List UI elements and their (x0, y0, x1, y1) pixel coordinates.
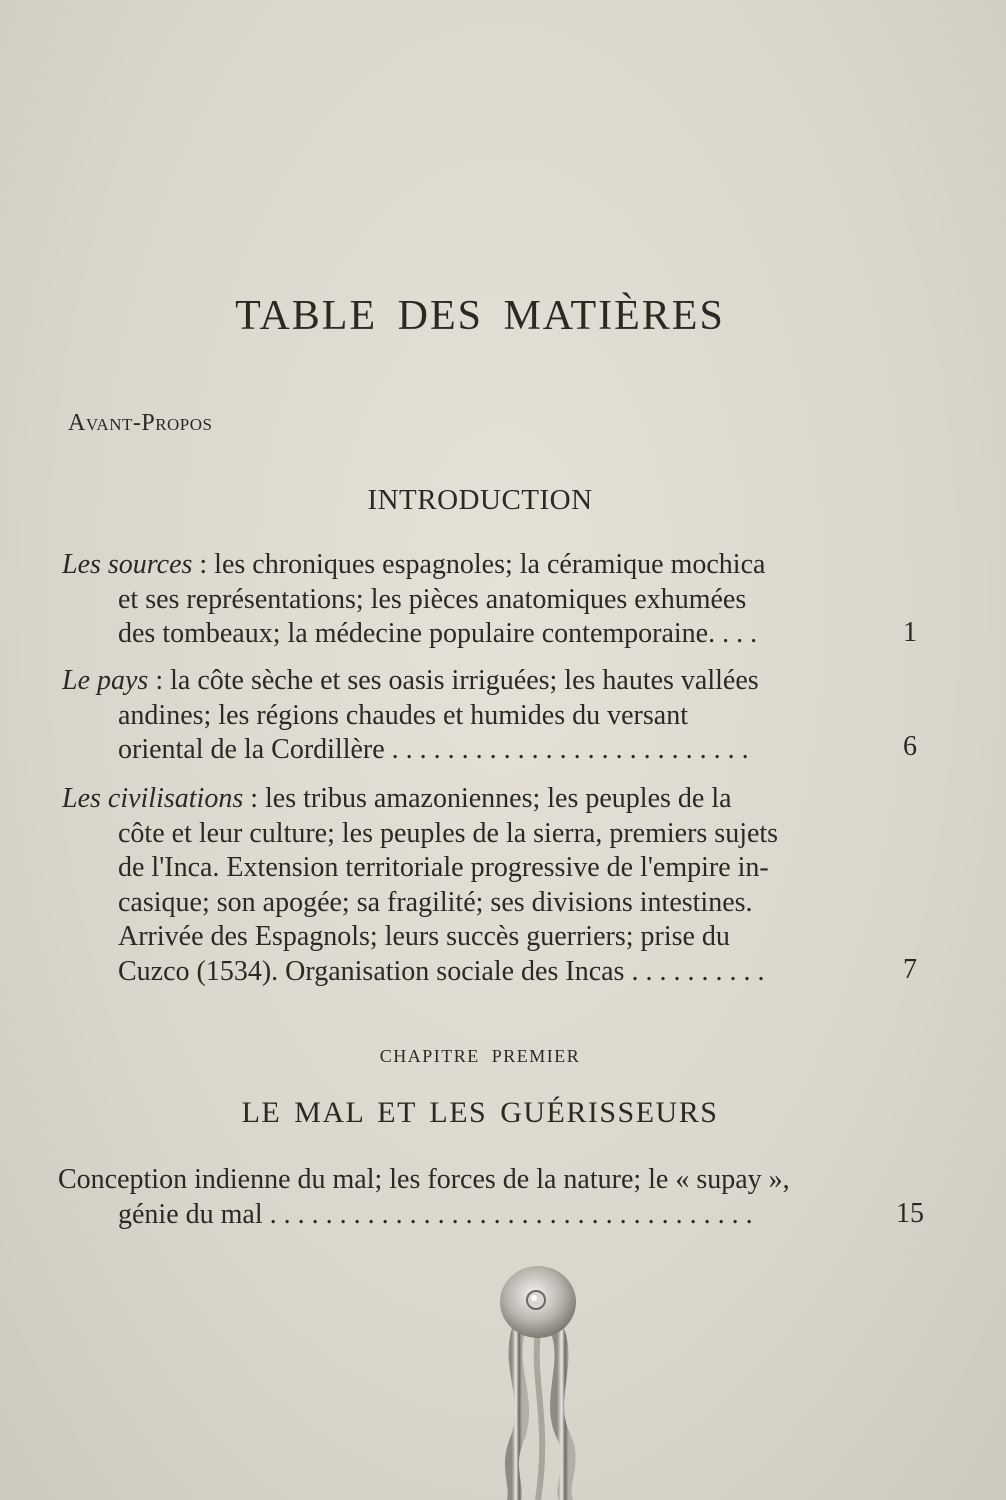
entry-text: : la côte sèche et ses oasis irriguées; les hautes vallées (148, 665, 759, 696)
toc-entry-conception (58, 1163, 858, 1232)
page-number: 6 (903, 731, 917, 762)
toc-entry-pays (62, 664, 858, 768)
entry-label: Les sources (62, 549, 193, 580)
entry-text: andines; les régions chaudes et humides du versant (118, 699, 688, 731)
page-title: TABLE DES MATIÈRES (235, 293, 725, 339)
entry-text: Arrivée des Espagnols; leurs succès guerriers; prise du (118, 921, 730, 952)
hair-clip-image (488, 1262, 608, 1500)
toc-entry-sources (62, 548, 858, 652)
entry-label: Les civilisations (62, 783, 244, 814)
entry-text: : les chroniques espagnoles; la céramique mochica (192, 549, 766, 580)
entry-text: génie du mal . . . . . . . . . . . . . . . . . . . . . . . . . . . . . . . . . . . (118, 1198, 753, 1230)
avant-propos-entry: Avant-Propos (68, 410, 213, 436)
entry-label: Le pays (62, 665, 149, 696)
page-number: 1 (903, 617, 917, 648)
entry-text: : les tribus amazoniennes; les peuples de la (243, 783, 732, 814)
entry-text: oriental de la Cordillère . . . . . . . . . . . . . . . . . . . . . . . . . . (118, 734, 749, 765)
page-number: 15 (896, 1198, 924, 1229)
entry-text: de l'Inca. Extension territoriale progressive de l'empire in- (118, 852, 769, 883)
chapter-title: LE MAL ET LES GUÉRISSEURS (241, 1096, 719, 1129)
entry-text: des tombeaux; la médecine populaire contemporaine. . . . (118, 618, 758, 649)
entry-text: Cuzco (1534). Organisation sociale des Incas . . . . . . . . . . (118, 955, 765, 987)
entry-text: casique; son apogée; sa fragilité; ses divisions intestines. (118, 886, 753, 918)
page-number: 7 (903, 954, 917, 985)
entry-text: et ses représentations; les pièces anatomiques exhumées (118, 583, 747, 615)
toc-entry-civilisations (62, 782, 858, 989)
chapter-label: CHAPITRE PREMIER (379, 1046, 581, 1066)
introduction-heading: INTRODUCTION (367, 484, 593, 516)
entry-text: côte et leur culture; les peuples de la sierra, premiers sujets (118, 817, 779, 849)
entry-text: Conception indienne du mal; les forces de la nature; le « supay », (58, 1164, 790, 1195)
